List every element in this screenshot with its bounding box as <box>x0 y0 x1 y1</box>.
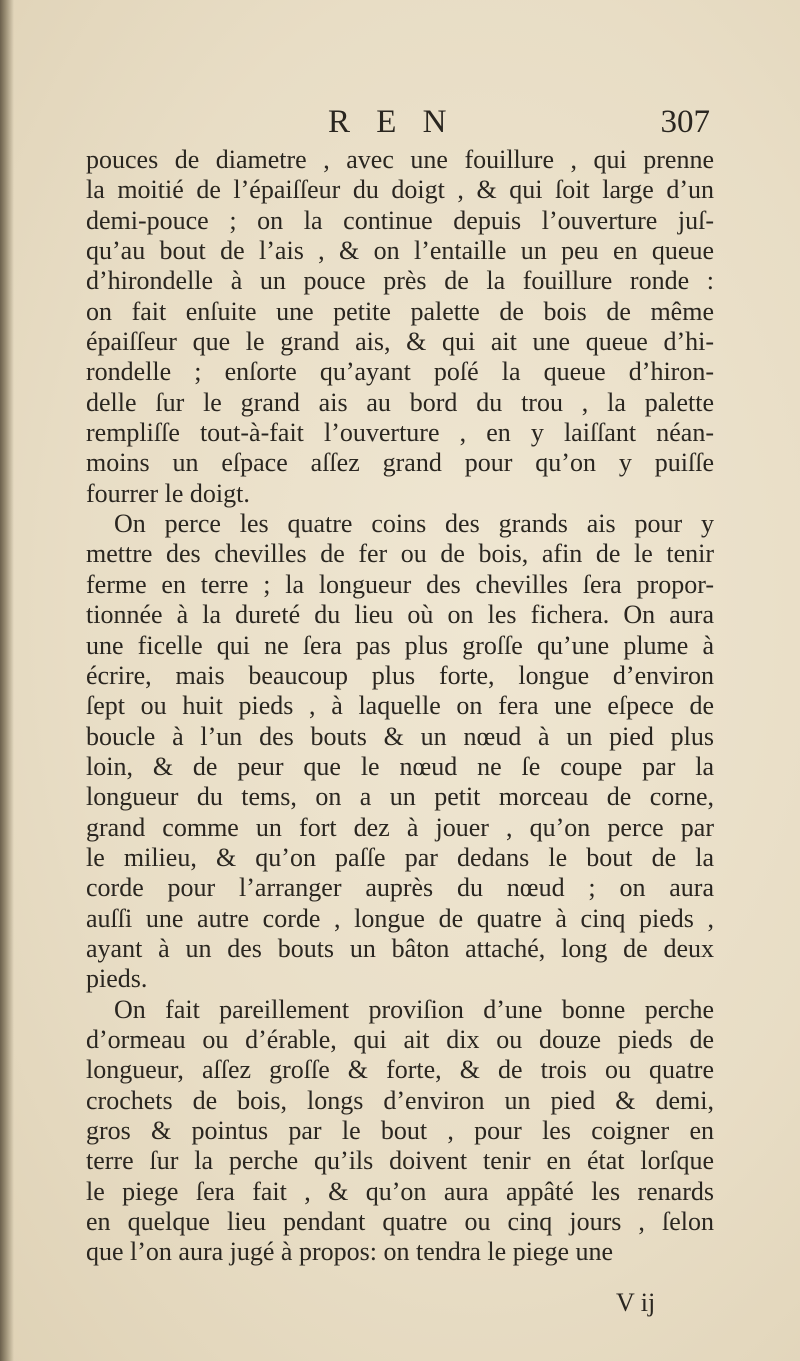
text-line: demi-pouce ; on la continue depuis l’ouverture juſ- <box>86 205 714 235</box>
text-line: une ficelle qui ne ſera pas plus groſſe qu’une plume à <box>86 630 714 660</box>
text-line: écrire, mais beaucoup plus forte, longue d’environ <box>86 660 714 690</box>
binding-shadow <box>0 0 14 1361</box>
text-line: pieds. <box>86 964 148 994</box>
text-line: loin, & de peur que le nœud ne ſe coupe par la <box>86 751 714 781</box>
text-line: mettre des chevilles de fer ou de bois, afin de le tenir <box>86 539 714 569</box>
text-line: ferme en terre ; la longueur des chevilles ſera propor- <box>86 569 714 599</box>
text-line: épaiſſeur que le grand ais, & qui ait une queue d’hi- <box>86 327 714 357</box>
text-line: tionnée à la dureté du lieu où on les fichera. On aura <box>86 600 714 630</box>
text-line: on fait enſuite une petite palette de bois de même <box>86 296 714 326</box>
text-line: grand comme un fort dez à jouer , qu’on perce par <box>86 812 714 842</box>
text-line: delle ſur le grand ais au bord du trou , la palette <box>86 387 714 417</box>
signature-mark: V ij <box>616 1288 656 1317</box>
text-line: en quelque lieu pendant quatre ou cinq jours , ſelon <box>86 1207 714 1237</box>
text-line: On perce les quatre coins des grands ais pour y <box>114 509 714 539</box>
text-line: d’hirondelle à un pouce près de la fouillure ronde : <box>86 266 714 296</box>
body-text <box>86 145 714 1268</box>
text-line: terre ſur la perche qu’ils doivent tenir en état lorſque <box>86 1146 714 1176</box>
text-line: que l’on aura jugé à propos: on tendra le piege une <box>86 1237 614 1267</box>
text-line: rondelle ; enſorte qu’ayant poſé la queue d’hiron- <box>86 357 714 387</box>
text-line: pouces de diametre , avec une fouillure , qui prenne <box>86 145 714 174</box>
text-line: longueur, aſſez groſſe & forte, & de trois ou quatre <box>86 1055 714 1085</box>
text-line: auſſi une autre corde , longue de quatre à cinq pieds , <box>86 903 714 933</box>
running-head: R E N <box>328 104 456 140</box>
text-line: ſept ou huit pieds , à laquelle on fera une eſpece de <box>86 691 714 721</box>
page-number: 307 <box>660 104 710 140</box>
text-line: rempliſſe tout-à-fait l’ouverture , en y laiſſant néan- <box>86 418 714 448</box>
text-line: corde pour l’arranger auprès du nœud ; on aura <box>86 873 714 903</box>
text-line: gros & pointus par le bout , pour les coigner en <box>86 1116 714 1145</box>
text-line: le piege ſera fait , & qu’on aura appâté les renards <box>86 1176 714 1206</box>
page-header <box>86 104 710 144</box>
text-line: le milieu, & qu’on paſſe par dedans le bout de la <box>86 842 714 872</box>
text-line: d’ormeau ou d’érable, qui ait dix ou douze pieds de <box>86 1024 714 1054</box>
text-line: qu’au bout de l’ais , & on l’entaille un peu en queue <box>86 236 714 266</box>
text-line: moins un eſpace aſſez grand pour qu’on y puiſſe <box>86 448 714 478</box>
text-line: On fait pareillement proviſion d’une bonne perche <box>114 994 714 1024</box>
text-line: crochets de bois, longs d’environ un pied & demi, <box>86 1085 714 1115</box>
text-line: longueur du tems, on a un petit morceau de corne, <box>86 782 714 812</box>
text-line: ayant à un des bouts un bâton attaché, long de deux <box>86 933 714 963</box>
text-line: la moitié de l’épaiſſeur du doigt , & qui ſoit large d’un <box>86 175 714 205</box>
text-line: fourrer le doigt. <box>86 478 250 508</box>
text-line: boucle à l’un des bouts & un nœud à un pied plus <box>86 721 714 751</box>
